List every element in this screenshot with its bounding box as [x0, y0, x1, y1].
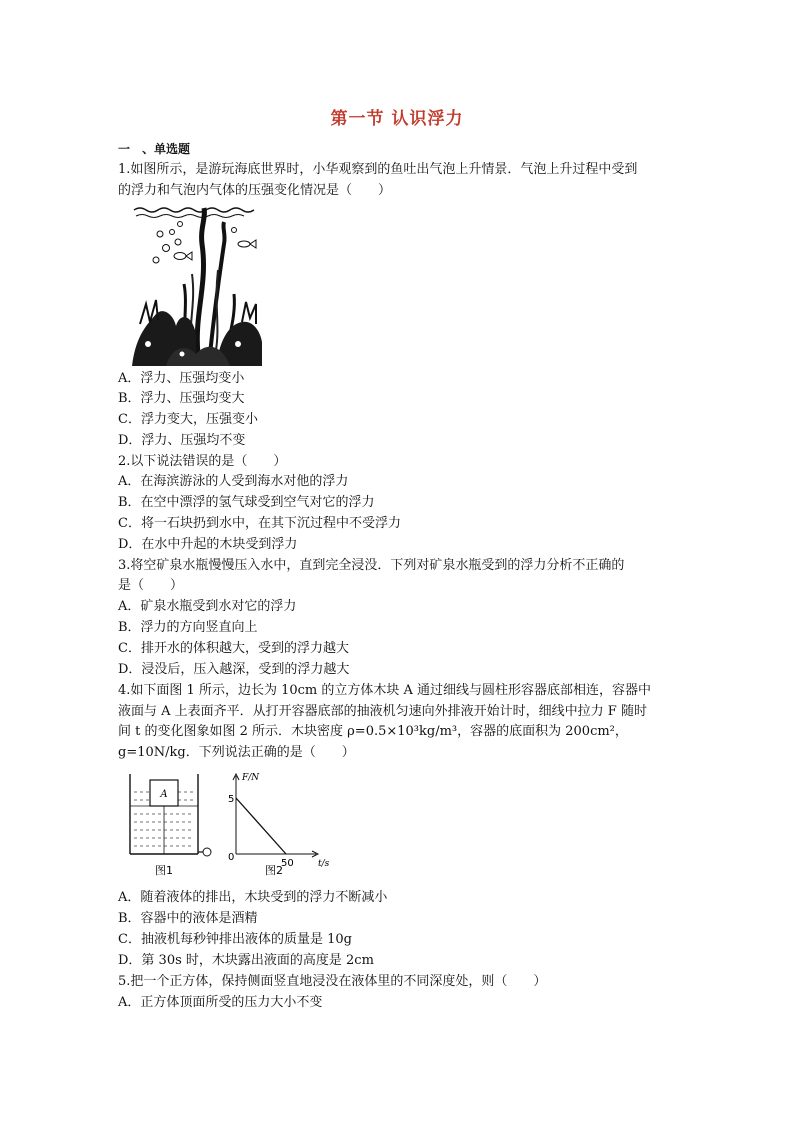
question-1-option-c: C．浮力变大，压强变小: [118, 412, 258, 427]
fig2-caption: 图2: [265, 864, 283, 877]
question-2-option-b: B．在空中漂浮的氢气球受到空气对它的浮力: [118, 495, 375, 510]
question-4-option-a: A．随着液体的排出，木块受到的浮力不断减小: [118, 890, 388, 905]
question-2-option-a: A．在海滨游泳的人受到海水对他的浮力: [118, 474, 349, 489]
aquarium-illustration: [126, 204, 266, 366]
question-2-option-d: D．在水中升起的木块受到浮力: [118, 537, 298, 552]
force-line: [236, 798, 286, 854]
question-3-option-a: A．矿泉水瓶受到水对它的浮力: [118, 599, 297, 614]
question-4-option-b: B．容器中的液体是酒精: [118, 911, 258, 926]
origin-label: 0: [228, 852, 235, 863]
x-axis-label: t/s: [318, 859, 330, 869]
question-4-stem-line-1: 4.如下面图 1 所示，边长为 10cm 的立方体木块 A 通过细线与圆柱形容器底部相连，容器中: [118, 683, 652, 698]
block-a-label: A: [160, 789, 168, 800]
y-axis-label: F/N: [242, 773, 260, 783]
question-4-stem-line-4: g=10N/kg．下列说法正确的是（ ）: [118, 745, 355, 760]
question-1-option-b: B．浮力、压强均变大: [118, 391, 245, 406]
y-tick-label: 5: [228, 794, 235, 805]
fig1-caption: 图1: [155, 864, 173, 877]
question-3-stem-line-2: 是（ ）: [118, 578, 184, 593]
pump-icon: [203, 848, 211, 856]
question-3-stem-line-1: 3.将空矿泉水瓶慢慢压入水中，直到完全浸没．下列对矿泉水瓶受到的浮力分析不正确的: [118, 558, 625, 573]
question-3-option-b: B．浮力的方向竖直向上: [118, 620, 258, 635]
question-5-option-a: A．正方体顶面所受的压力大小不变: [118, 995, 323, 1010]
question-3-option-d: D．浸没后，压入越深，受到的浮力越大: [118, 662, 350, 677]
page-title: 第一节 认识浮力: [330, 109, 464, 129]
x-tick-label: 50: [281, 858, 294, 869]
question-2-stem: 2.以下说法错误的是（ ）: [118, 454, 287, 469]
question-3-option-c: C．排开水的体积越大，受到的浮力越大: [118, 641, 349, 656]
container-figure: [130, 774, 211, 877]
question-4-stem-line-2: 液面与 A 上表面齐平．从打开容器底部的抽液机匀速向外排液开始计时，细线中拉力 F 随时: [118, 704, 647, 719]
section-heading: 一 、单选题: [118, 142, 191, 156]
question-5-stem: 5.把一个正方体，保持侧面竖直地浸没在液体里的不同深度处，则（ ）: [118, 974, 547, 989]
question-4-figures: [124, 770, 344, 878]
question-4-option-c: C．抽液机每秒钟排出液体的质量是 10g: [118, 932, 352, 947]
question-1-stem-line-1: 1.如图所示，是游玩海底世界时，小华观察到的鱼吐出气泡上升情景．气泡上升过程中受到: [118, 162, 638, 177]
question-2-option-c: C．将一石块扔到水中，在其下沉过程中不受浮力: [118, 516, 401, 531]
question-4-option-d: D．第 30s 时，木块露出液面的高度是 2cm: [118, 953, 374, 968]
question-1-option-a: A．浮力、压强均变小: [118, 371, 245, 386]
question-1-stem-line-2: 的浮力和气泡内气体的压强变化情况是（ ）: [118, 183, 392, 198]
question-1-option-d: D．浮力、压强均不变: [118, 433, 246, 448]
question-4-stem-line-3: 间 t 的变化图象如图 2 所示．木块密度 ρ=0.5×10³kg/m³，容器的底面积为 200cm²，: [118, 724, 628, 739]
force-time-graph: [228, 773, 330, 877]
